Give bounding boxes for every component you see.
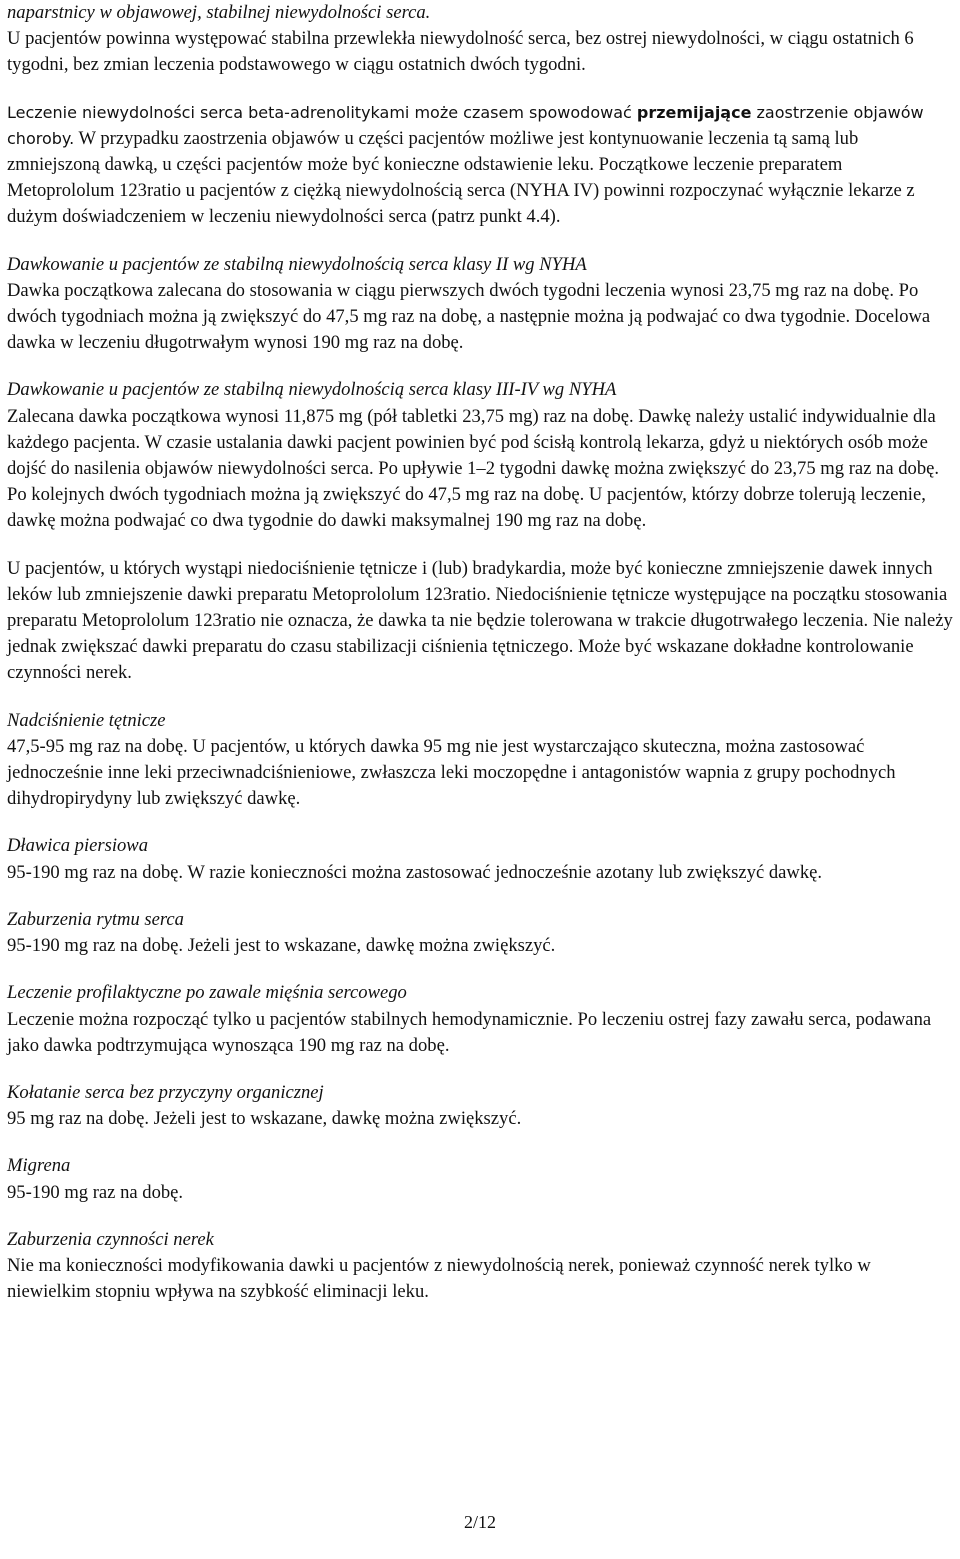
sans-sentence-bold: przemijające [636, 102, 752, 122]
section-body: 95-190 mg raz na dobę. Jeżeli jest to wskazane, dawkę można zwiększyć. [7, 935, 556, 957]
section-heading: Nadciśnienie tętnicze [7, 709, 166, 731]
section-heading: Leczenie profilaktyczne po zawale mięśnia sercowego [7, 982, 407, 1004]
intro-block [7, 0, 953, 79]
sans-sentence-2: zaostrzenie objawów choroby. [7, 102, 924, 148]
section-heading: Zaburzenia czynności nerek [7, 1228, 214, 1250]
section-heading: Migrena [7, 1155, 71, 1177]
section-heading: Zaburzenia rytmu serca [7, 908, 184, 930]
section-heading: Dławica piersiowa [7, 835, 149, 857]
section-kidney [7, 1227, 953, 1306]
intro-paragraph: U pacjentów powinna występować stabilna przewlekła niewydolność serca, bez ostrej niewydolności, w ciągu ostatnich 6 tygodni, bez zmian leczenia podstawowego w ciągu ostatnich dwóch tygodni. [7, 28, 914, 76]
section-nyha34 [7, 377, 953, 534]
section-nyha2 [7, 252, 953, 357]
section-body: Zalecana dawka początkowa wynosi 11,875 mg (pół tabletki 23,75 mg) raz na dobę. Dawkę należy ustalić indywidualnie dla każdego pacjenta. W czasie ustalania dawki pacjent powinien być pod ścisłą kontrolą lekarza, gdyż u niektórych osób może dojść do nasilenia objawów niewydolności serca. Po upływie 1–2 tygodni dawkę można zwiększyć do 23,75 mg raz na dobę. Po kolejnych dwóch tygodniach można ją zwiększyć do 47,5 mg raz na dobę. U pacjentów, którzy dobrze tolerują leczenie, dawkę można podwajać co dwa tygodnie do dawki maksymalnej 190 mg raz na dobę. [7, 405, 940, 532]
sans-sentence-1: Leczenie niewydolności serca beta-adrenolitykami może czasem spowodować [7, 102, 637, 122]
section-migraine [7, 1153, 953, 1205]
page-number: 2/12 [463, 1512, 496, 1532]
heart-failure-paragraph [7, 100, 953, 231]
section-hypotension [7, 556, 953, 687]
section-heading: Dawkowanie u pacjentów ze stabilną niewydolnością serca klasy II wg NYHA [7, 253, 587, 275]
section-heading: Dawkowanie u pacjentów ze stabilną niewydolnością serca klasy III-IV wg NYHA [7, 379, 617, 401]
serif-sentence-3: W przypadku zaostrzenia objawów u części pacjentów możliwe jest kontynuowanie leczenia tą samą lub zmniejszoną dawką, u części pacjentów może być konieczne odstawienie leku. [7, 127, 859, 176]
section-hypertension [7, 708, 953, 813]
document-page [7, 0, 953, 1305]
section-heading: Kołatanie serca bez przyczyny organicznej [7, 1081, 324, 1103]
section-body: 95 mg raz na dobę. Jeżeli jest to wskazane, dawkę można zwiększyć. [7, 1108, 522, 1130]
section-body: 95-190 mg raz na dobę. W razie konieczności można zastosować jednocześnie azotany lub zwiększyć dawkę. [7, 861, 823, 883]
serif-sentence-4: Początkowe leczenie preparatem Metoprololum 123ratio u pacjentów z ciężką niewydolnością serca (NYHA IV) powinni rozpoczynać wyłącznie lekarze z dużym doświadczeniem w leczeniu niewydolności serca (patrz punkt 4.4). [7, 154, 915, 228]
section-body: 47,5-95 mg raz na dobę. U pacjentów, u których dawka 95 mg nie jest wystarczająco skuteczna, można zastosować jednocześnie inne leki przeciwnadciśnieniowe, zwłaszcza leki moczopędne i antagonistów wapnia z grupy pochodnych dihydropirydyny lub zwiększyć dawkę. [7, 735, 896, 810]
section-body: 95-190 mg raz na dobę. [7, 1181, 184, 1203]
section-body: Leczenie można rozpocząć tylko u pacjentów stabilnych hemodynamicznie. Po leczeniu ostrej fazy zawału serca, podawana jako dawka podtrzymująca wynosząca 190 mg raz na dobę. [7, 1008, 932, 1056]
section-body: Nie ma konieczności modyfikowania dawki u pacjentów z niewydolnością nerek, ponieważ czynność nerek tylko w niewielkim stopniu wpływa na szybkość eliminacji leku. [7, 1254, 871, 1303]
section-body: Dawka początkowa zalecana do stosowania w ciągu pierwszych dwóch tygodni leczenia wynosi 23,75 mg raz na dobę. Po dwóch tygodniach można ją zwiększyć do 47,5 mg raz na dobę, a następnie można ją podwajać co dwa tygodnie. Docelowa dawka w leczeniu długotrwałym wynosi 190 mg raz na dobę. [7, 279, 931, 354]
section-angina [7, 833, 953, 885]
section-arrhythmia [7, 907, 953, 959]
intro-fragment: naparstnicy w objawowej, stabilnej niewydolności serca. [7, 2, 431, 23]
section-infarction [7, 980, 953, 1059]
section-body: U pacjentów, u których wystąpi niedociśnienie tętnicze i (lub) bradykardia, może być konieczne zmniejszenie dawek innych leków lub zmniejszenie dawki preparatu Metoprololum 123ratio. Niedociśnienie tętnicze występujące na początku stosowania preparatu Metoprololum 123ratio nie oznacza, że dawka ta nie będzie tolerowana w trakcie długotrwałego leczenia. Nie należy jednak zwiększać dawki preparatu do czasu stabilizacji ciśnienia tętniczego. Może być wskazane dokładne kontrolowanie czynności nerek. [7, 557, 953, 684]
section-palpitations [7, 1080, 953, 1132]
